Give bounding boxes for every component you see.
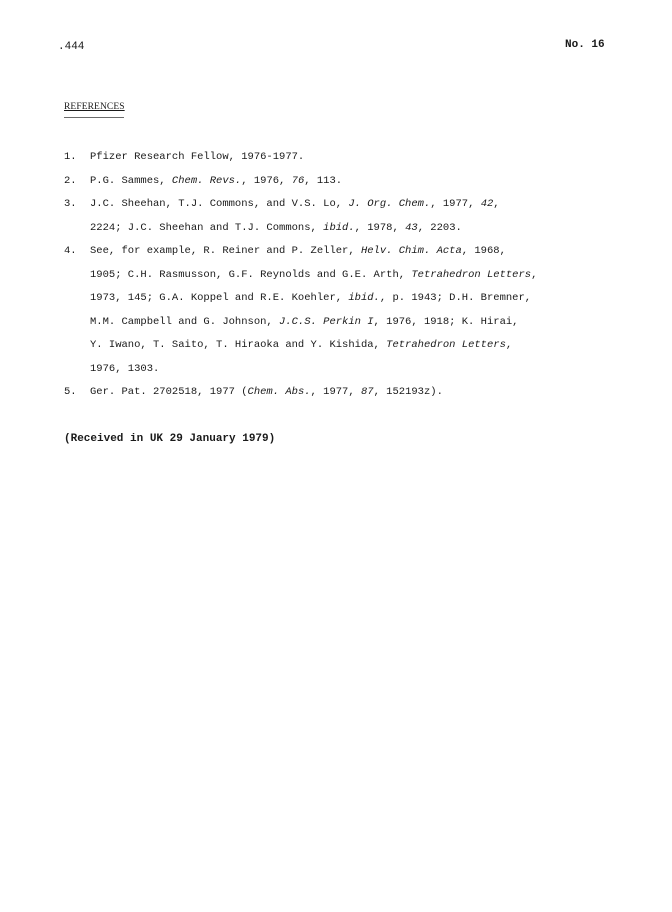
reference-text-line: 1976, 1303.: [90, 362, 160, 375]
reference-text-line: 1905; C.H. Rasmusson, G.F. Reynolds and G.E. Arth, Tetrahedron Letters,: [90, 268, 538, 281]
reference-number: 4.: [64, 245, 77, 257]
reference-text-line: Pfizer Research Fellow, 1976-1977.: [90, 151, 305, 163]
received-date: (Received in UK 29 January 1979): [64, 433, 276, 445]
reference-text-line: Y. Iwano, T. Saito, T. Hiraoka and Y. Kishida, Tetrahedron Letters,: [90, 339, 513, 351]
reference-text-line: 1973, 145; G.A. Koppel and R.E. Koehler, ibid., p. 1943; D.H. Bremner,: [90, 292, 532, 304]
reference-number: 5.: [64, 386, 77, 398]
reference-text-line: P.G. Sammes, Chem. Revs., 1976, 76, 113.: [90, 174, 343, 187]
reference-number: 3.: [64, 198, 77, 210]
reference-text-line: J.C. Sheehan, T.J. Commons, and V.S. Lo, J. Org. Chem., 1977, 42,: [90, 198, 500, 210]
reference-number: 2.: [64, 174, 77, 187]
heading-underline: [64, 117, 124, 118]
reference-number: 1.: [64, 151, 77, 163]
reference-text-line: See, for example, R. Reiner and P. Zeller, Helv. Chim. Acta, 1968,: [90, 245, 506, 257]
issue-number: No. 16: [565, 39, 605, 51]
references-heading: REFERENCES: [64, 102, 125, 112]
reference-text-line: 2224; J.C. Sheehan and T.J. Commons, ibid., 1978, 43, 2203.: [90, 221, 462, 234]
reference-text-line: Ger. Pat. 2702518, 1977 (Chem. Abs., 1977, 87, 152193z).: [90, 386, 443, 398]
reference-text-line: M.M. Campbell and G. Johnson, J.C.S. Perkin I, 1976, 1918; K. Hirai,: [90, 315, 519, 328]
page-number: .444: [58, 41, 85, 53]
